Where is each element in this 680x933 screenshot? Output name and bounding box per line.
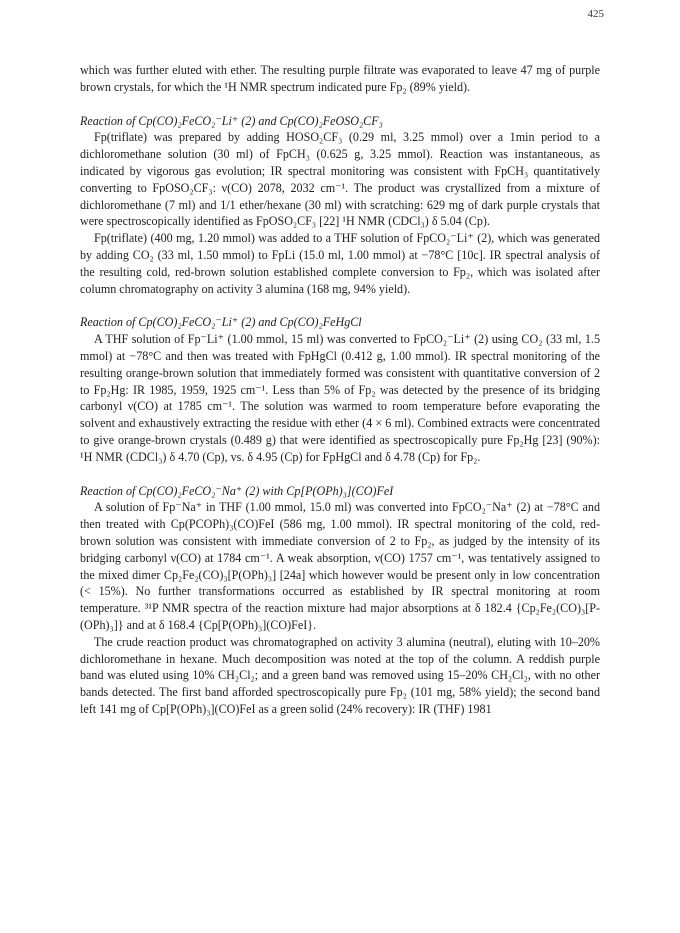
paragraph: Fp(triflate) (400 mg, 1.20 mmol) was added to a THF solution of FpCO₂⁻Li⁺ (2), which was generated by adding CO₂ (33 ml, 1.50 mmol) to FpLi (15.0 ml, 1.00 mmol) at −78°C [10c]. IR spectral analysis of the resulting cold, red-brown solution established complete conversion to Fp₂, which was isolated after column chromatography on activity 3 alumina (168 mg, 94% yield). — [80, 231, 600, 296]
paragraph: A THF solution of Fp⁻Li⁺ (1.00 mmol, 15 ml) was converted to FpCO₂⁻Li⁺ (2) using CO₂ (33 ml, 1.5 mmol) at −78°C and then was treated with FpHgCl (0.412 g, 1.00 mmol). IR spectral monitoring of the resulting orange-brown solution that immediately formed was consistent with quantitative conversion of 2 to Fp₂Hg: IR 1985, 1959, 1925 cm⁻¹. Less than 5% of Fp₂ was detected by the presence of its bridging carbonyl ν(CO) at 1785 cm⁻¹. The solution was warmed to room temperature before evaporating the solvent and exhaustively extracting the residue with ether (4 × 6 ml). Combined extracts were concentrated to give orange-brown crystals (0.489 g) that were identified as spectroscopically pure Fp₂Hg [23] (90%): ¹H NMR (CDCl₃) δ 4.70 (Cp), vs. δ 4.95 (Cp) for FpHgCl and δ 4.78 (Cp) for Fp₂. — [80, 332, 600, 464]
section-heading: Reaction of Cp(CO)₂FeCO₂⁻Li⁺ (2) and Cp(CO)₂FeOSO₂CF₃ — [80, 113, 383, 128]
article-body — [80, 62, 600, 718]
paragraph: Fp(triflate) was prepared by adding HOSO₂CF₃ (0.29 ml, 3.25 mmol) over a 1min period to a dichloromethane solution (30 ml) of FpCH₃ (0.625 g, 3.25 mmol). Reaction was instantaneous, as indicated by vigorous gas evolution; IR spectral monitoring was consistent with FpCH₃ quantitatively converting to FpOSO₂CF₃: ν(CO) 2078, 2032 cm⁻¹. The product was crystallized from a mixture of dichloromethane (7 ml) and 1/1 ether/hexane (30 ml) with scratching: 629 mg of dark purple crystals that were spectroscopically identified as FpOSO₂CF₃ [22] ¹H NMR (CDCl₃) δ 5.04 (Cp). — [80, 130, 600, 229]
paragraph: which was further eluted with ether. The resulting purple filtrate was evaporated to leave 47 mg of purple brown crystals, for which the ¹H NMR spectrum indicated pure Fp₂ (89% yield). — [80, 63, 600, 94]
paragraph: The crude reaction product was chromatographed on activity 3 alumina (neutral), eluting with 10–20% dichloromethane in hexane. Much decomposition was noted at the top of the column. A reddish purple band was eluted using 10% CH₂Cl₂; and a green band was removed using 15–20% CH₂Cl₂, with no other bands detected. The first band afforded spectroscopically pure Fp₂ (101 mg, 58% yield); the second band left 141 mg of Cp[P(OPh)₃](CO)FeI as a green solid (24% recovery): IR (THF) 1981 — [80, 634, 600, 716]
section-heading: Reaction of Cp(CO)₂FeCO₂⁻Li⁺ (2) and Cp(CO)₂FeHgCl — [80, 315, 362, 330]
section-heading: Reaction of Cp(CO)₂FeCO₂⁻Na⁺ (2) with Cp[P(OPh)₃](CO)FeI — [80, 483, 394, 498]
section-gap — [80, 96, 600, 113]
page-number: 425 — [587, 8, 604, 20]
section-gap — [80, 297, 600, 314]
section-gap — [80, 466, 600, 483]
paragraph: A solution of Fp⁻Na⁺ in THF (1.00 mmol, 15.0 ml) was converted into FpCO₂⁻Na⁺ (2) at −78°C and then treated with Cp(PCOPh)₃(CO)FeI (586 mg, 1.00 mmol). IR spectral monitoring of the cold, red-brown solution was consistent with immediate conversion of 2 to Fp₂, as judged by the intensity of its bridging carbonyl ν(CO) at 1784 cm⁻¹. A weak absorption, ν(CO) 1757 cm⁻¹, was tentatively assigned to the mixed dimer Cp₂Fe₂(CO)₃[P(OPh)₃] [24a] which however would be present only in low concentration (< 15%). No further transformations occurred as established by IR spectral monitoring at room temperature. ³¹P NMR spectra of the reaction mixture had major absorptions at δ 182.4 {Cp₂Fe₂(CO)₃[P-(OPh)₃]} and at δ 168.4 {Cp[P(OPh)₃](CO)FeI}. — [80, 500, 600, 632]
